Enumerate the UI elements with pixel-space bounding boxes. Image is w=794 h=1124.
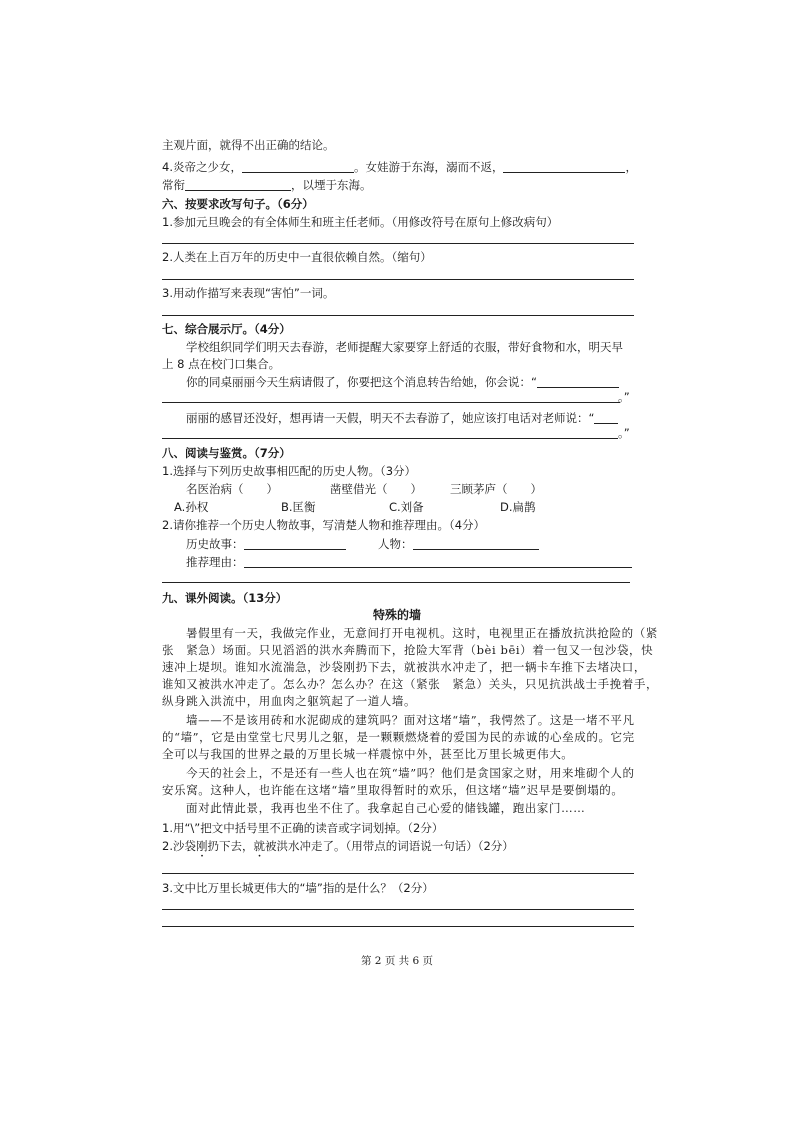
question-6-1: 1.参加元旦晚会的有全体师生和班主任老师。（用修改符号在原句上修改病句）	[162, 215, 559, 229]
dotted-word: 就	[253, 839, 265, 853]
answer-line[interactable]	[162, 926, 634, 927]
article-line: 张 紧急）场面。只见滔滔的洪水奔腾而下，抢险大军背（bèi bēi）着一包又一包沙袋，快	[162, 643, 654, 657]
article-title: 特殊的墙	[372, 608, 421, 622]
paragraph-line: 上 8 点在校门口集合。	[162, 357, 281, 371]
question-6-3: 3.用动作描写来表现“害怕”一词。	[162, 286, 335, 300]
prompt-text: 丽丽的感冒还没好，想再请一天假，明天不去春游了，她应该打电话对老师说：“	[186, 411, 595, 425]
quote-end: 。”	[618, 390, 630, 404]
reason-input[interactable]	[244, 555, 632, 568]
reason-field	[186, 554, 632, 570]
section-8-heading: 八、阅读与鉴赏。（7分）	[162, 446, 291, 460]
field-label: 推荐理由：	[186, 555, 244, 569]
question-text: 扔下去，	[207, 839, 254, 853]
question-text: 被洪水冲走了。（用带点的词语说一句话）（2分）	[264, 839, 514, 853]
story-item: 三顾茅庐（ ）	[450, 482, 542, 496]
field-label: 历史故事：	[186, 537, 244, 551]
article-line: 速冲上堤坝。谁知水流湍急，沙袋刚扔下去，就被洪水冲走了，把一辆卡车推下去堵决口，	[162, 660, 646, 674]
answer-line[interactable]	[162, 873, 634, 874]
answer-line[interactable]	[162, 582, 630, 583]
option-a: A.孙权	[174, 500, 209, 514]
answer-line[interactable]	[162, 315, 634, 316]
question-text: 。女娃游于东海，溺而不返，	[353, 160, 504, 174]
article-line: 暑假里有一天，我做完作业，无意间打开电视机。这时，电视里正在播放抗洪抢险的（紧	[186, 626, 658, 640]
answer-blank[interactable]	[503, 160, 625, 173]
article-line: 面对此情此景，我再也坐不住了。我拿起自己心爱的储钱罐，跑出家门……	[186, 801, 586, 815]
story-input[interactable]	[244, 537, 346, 550]
story-field	[186, 536, 346, 552]
person-field	[378, 536, 539, 552]
answer-blank[interactable]	[594, 411, 618, 424]
answer-line[interactable]	[162, 243, 634, 244]
question-text: 常衔	[162, 178, 185, 192]
option-c: C.刘备	[389, 500, 424, 514]
section-9-heading: 九、课外阅读。（13分）	[162, 591, 288, 605]
prompt-line	[186, 374, 619, 390]
question-8-1: 1.选择与下列历史故事相匹配的历史人物。（3分）	[162, 464, 417, 478]
article-line: 全可以与我国的世界之最的万里长城一样震惊中外，甚至比万里长城更伟大。	[162, 747, 574, 761]
dotted-word: 刚	[195, 839, 208, 853]
answer-line[interactable]	[162, 438, 618, 439]
option-b: B.匡衡	[281, 500, 316, 514]
article-line: 谁知又被洪水冲走了。怎么办？怎么办？在这（紧张 紧急）关头，只见抗洪战士手挽着手，	[162, 677, 659, 691]
article-line: 纵身跳入洪流中，用血肉之躯筑起了一道人墙。	[162, 694, 417, 708]
quote-end: 。”	[618, 426, 630, 440]
prompt-line	[186, 410, 618, 426]
question-9-2	[162, 838, 514, 860]
story-item: 凿壁借光（ ）	[330, 482, 422, 496]
section-6-heading: 六、按要求改写句子。（6分）	[162, 197, 314, 211]
field-label: 人物：	[378, 537, 413, 551]
answer-line[interactable]	[162, 909, 634, 910]
article-line: 安乐窝。这种人，也许能在这堵“墙”里取得暂时的欢乐，但这堵“墙”迟早是要倒塌的。	[162, 783, 624, 797]
section-7-heading: 七、综合展示厅。（4分）	[162, 322, 291, 336]
question-text: ，	[625, 160, 637, 174]
question-6-2: 2.人类在上百万年的历史中一直很依赖自然。（缩句）	[162, 250, 432, 264]
paragraph-line: 学校组织同学们明天去春游，老师提醒大家要穿上舒适的衣服，带好食物和水，明天早	[186, 340, 623, 354]
page-footer: 第 2 页 共 6 页	[360, 955, 434, 967]
article-line: 今天的社会上，不是还有一些人也在筑“墙”吗？他们是贪国家之财，用来堆砌个人的	[186, 766, 635, 780]
article-line: 墙——不是该用砖和水泥砌成的建筑吗？面对这堵“墙”，我愕然了。这是一堵不平凡	[186, 713, 635, 727]
question-4-cont	[162, 177, 372, 193]
answer-blank[interactable]	[242, 160, 354, 173]
answer-line[interactable]	[162, 279, 634, 280]
question-4	[162, 159, 637, 175]
person-input[interactable]	[413, 537, 539, 550]
prompt-text: 你的同桌丽丽今天生病请假了，你要把这个消息转告给她，你会说：“	[186, 375, 537, 389]
answer-line[interactable]	[162, 402, 620, 403]
answer-blank[interactable]	[537, 375, 619, 388]
question-text: 2.沙袋	[162, 839, 196, 853]
story-item: 名医治病（ ）	[186, 482, 278, 496]
option-d: D.扁鹊	[500, 500, 536, 514]
question-text: 4.炎帝之少女，	[162, 160, 242, 174]
text-line: 主观片面，就得不出正确的结论。	[162, 138, 335, 152]
question-8-2: 2.请你推荐一个历史人物故事，写清楚人物和推荐理由。（4分）	[162, 518, 486, 532]
question-text: ，以堙于东海。	[291, 178, 372, 192]
question-9-1: 1.用“\”把文中括号里不正确的读音或字词划掉。（2分）	[162, 821, 444, 835]
answer-blank[interactable]	[185, 178, 291, 191]
question-9-3: 3.文中比万里长城更伟大的“墙”指的是什么？（2分）	[162, 881, 434, 895]
article-line: 的“墙”，它是由堂堂七尺男儿之躯，是一颗颗燃烧着的爱国为民的赤诚的心垒成的。它完	[162, 730, 635, 744]
